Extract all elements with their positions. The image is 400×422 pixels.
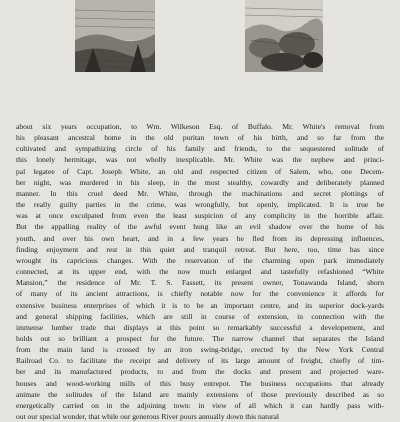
text-line: manner. In this cruel deed Mr. White, through the machinations and secret plottings of	[16, 188, 384, 198]
text-line: about six years occupation, to Wm. Wilkeson Esq. of Buffalo. Mr. White's removal from	[16, 122, 384, 131]
text-line: immense lumber trade that displays at this point so remarkably successful a developement, and	[16, 322, 384, 332]
text-line: was at once exculpated from even the least suspicion of any complicity in the horrible affair.	[16, 211, 384, 221]
illustration-right	[245, 0, 323, 72]
text-line: houses and wood-working mills of this busy entrepot. The business occupations that already	[16, 378, 384, 388]
text-line: ber and its manufactured products, to and from the docks and present and projected ware-	[16, 367, 384, 377]
body-text	[16, 121, 384, 422]
text-line: energetically carried on in the adjoining town: in view of all which it can hardly pass with-	[16, 400, 384, 410]
text-line: wrought its capricious changes. With the reservation of the charming open park immediately	[16, 255, 384, 265]
text-line: the really guilty parties in the crime, was wrongfully, but openly, implicated. It is true he	[16, 200, 384, 210]
text-line: Mansion,” the residence of Mr. T. S. Fassett, its present owner, Tonawanda Island, shorn	[16, 278, 384, 288]
text-line: pal legatee of Capt. Joseph White, an old and respected citizen of Salem, who, one Decem-	[16, 166, 384, 176]
text-line: out our special wonder, that while our generous River pours annually down this natural	[16, 412, 279, 422]
text-line: But the appalling reality of the awful event hung like an evil shadow over the home of his	[16, 222, 384, 232]
text-line: ber night, was murdered in his sleep, in the most stealthy, cowardly and deliberately planned	[16, 177, 384, 187]
text-line: extensive business enterprises of which it is to be an important centre, and its superior dock-yards	[16, 300, 384, 310]
text-line: of many of its ancient attractions, is chiefly notable now for the convenience it affords for	[16, 289, 384, 299]
illustration-left	[75, 0, 155, 72]
text-line: animate the solitudes of the Island are mainly extensions of those previously described as so	[16, 389, 384, 399]
text-line: youth, and over his own heart, and in a few years he fled from its depressing influences,	[16, 233, 384, 243]
text-line: finding enjoyment and rest in this quiet and tranquil retreat. But here, too, time has since	[16, 244, 384, 254]
text-line: Railroad Co. to facilitate the receipt and delivery of its large amount of freight, chiefly of tim-	[16, 356, 384, 366]
text-line: this lonely hermitage, was not wholly inexplicable. Mr. White was the nephew and princi-	[16, 155, 384, 165]
engraving-rocky-shore-icon	[245, 0, 323, 72]
text-line: connected, at its upper end, with the now much enlarged and tastefully refashioned “White	[16, 267, 384, 277]
text-line: and general shipping facilities, which are still in course of extension, in connection with the	[16, 311, 384, 321]
text-line: holds out so brilliant a prospect for the future. The narrow channel that separates the Island	[16, 333, 384, 343]
text-line: from the main land is crossed by an iron swing-bridge, erected by the New York Central	[16, 345, 384, 355]
text-line: cultivated and sympathizing circle of his family and friends, to the sequestered solitude of	[16, 144, 384, 154]
engraving-landscape-icon	[75, 0, 155, 72]
text-line: his pleasant ancestral home in the old puritan town of his birth, and so far from the	[16, 133, 384, 143]
